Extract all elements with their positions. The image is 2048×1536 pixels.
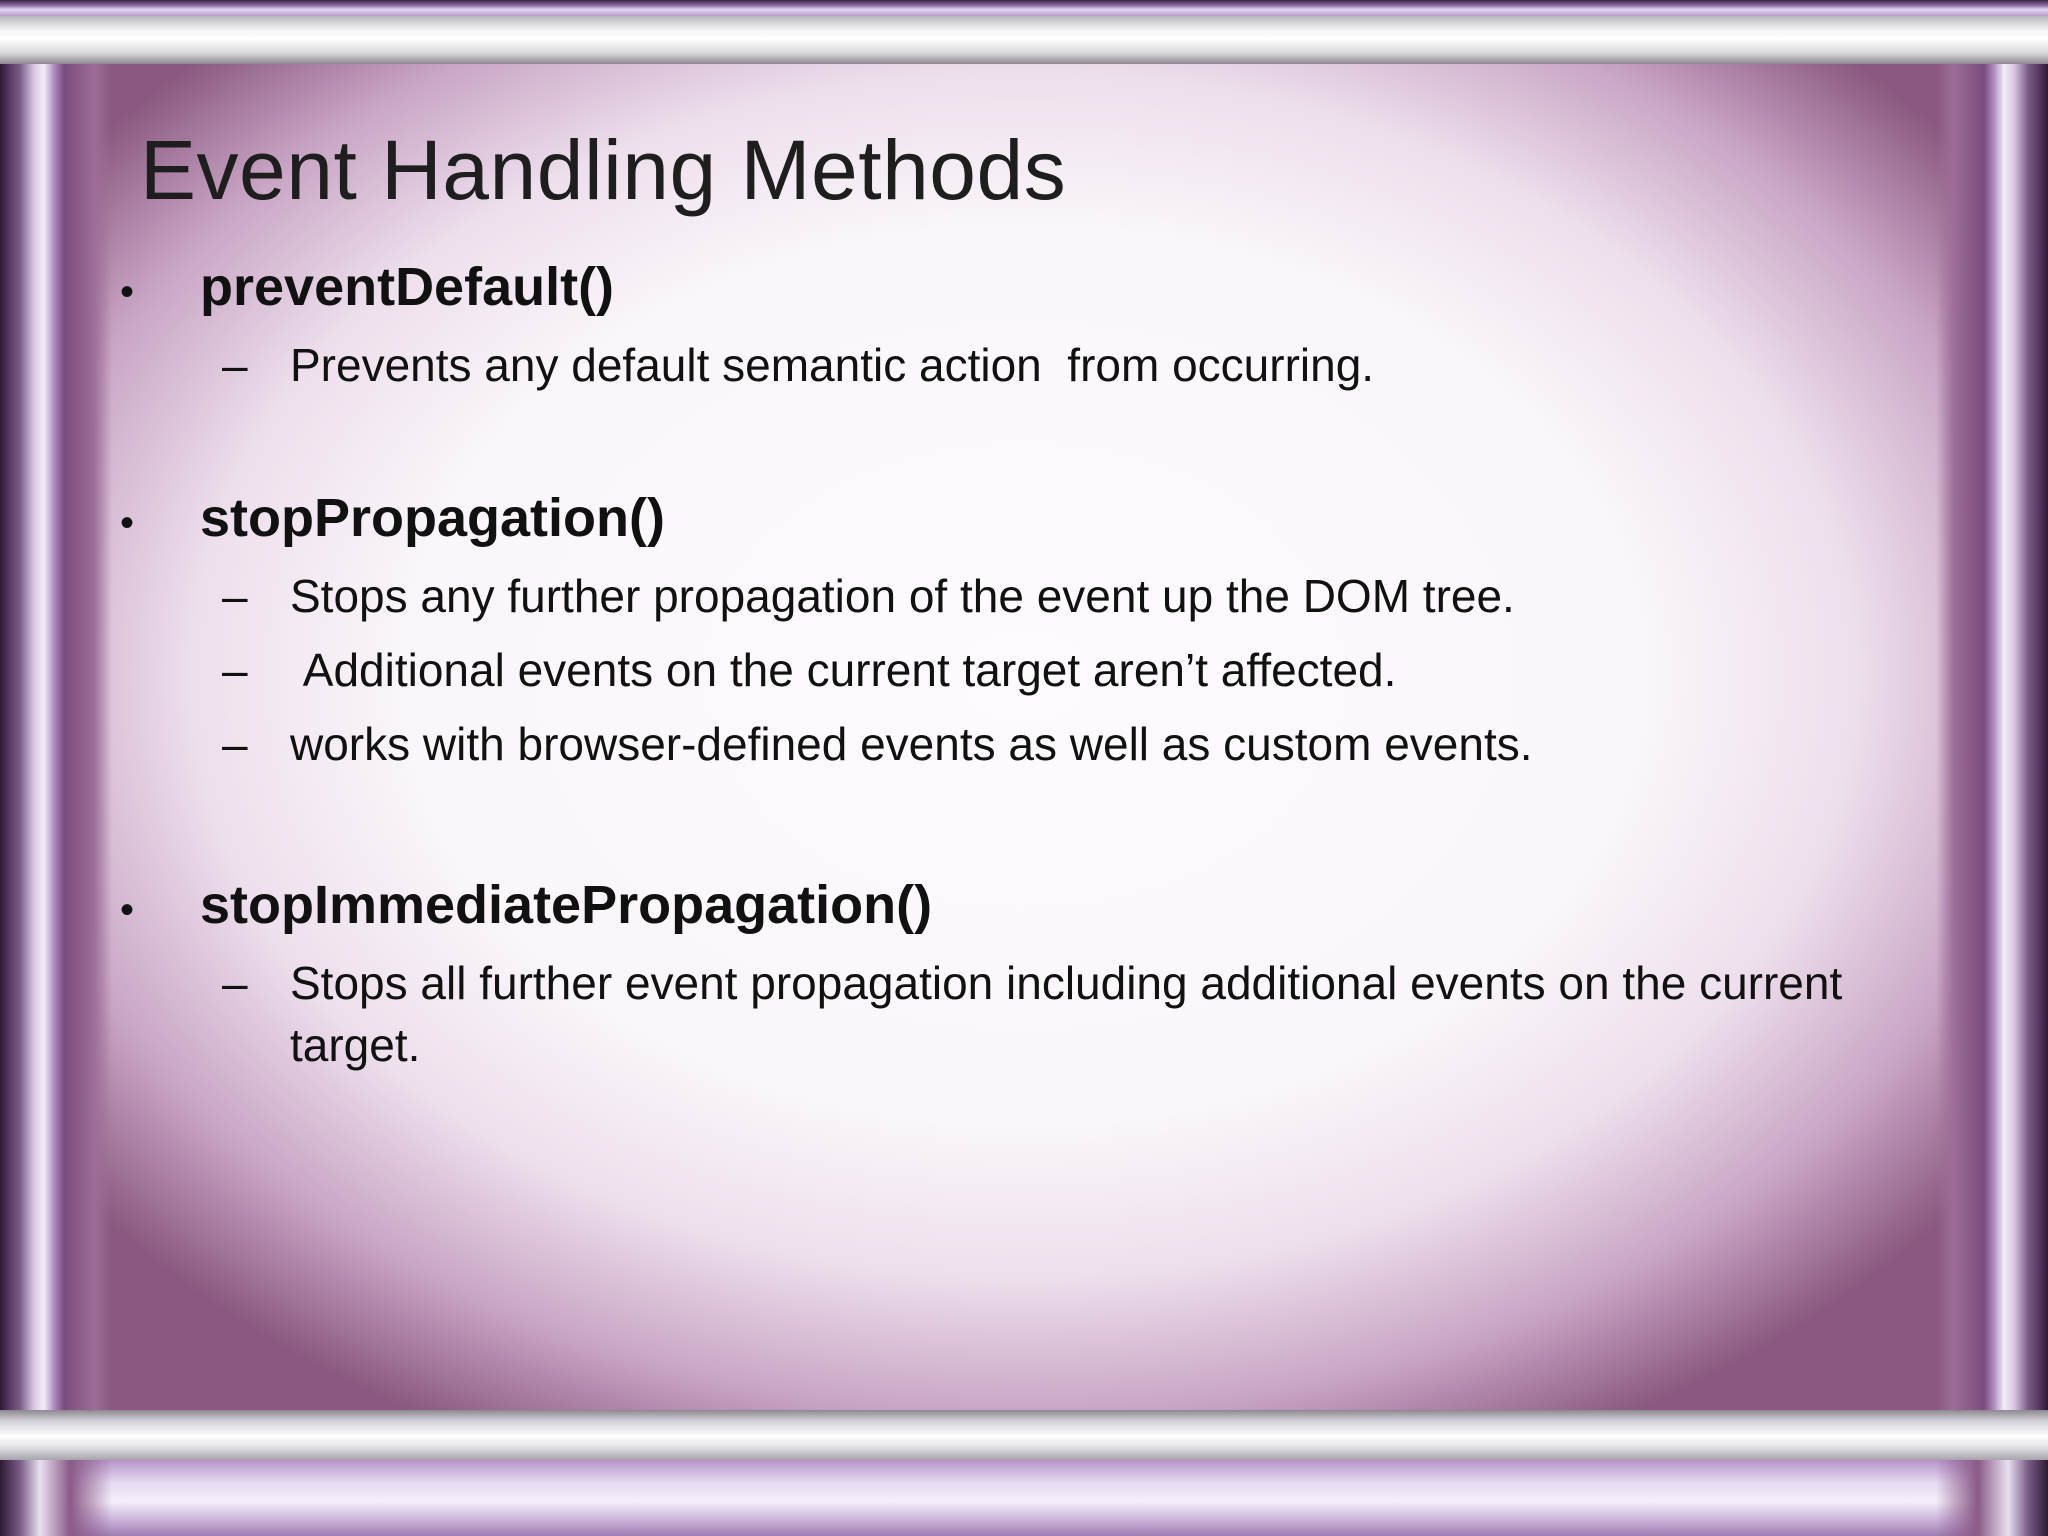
sub-bullet-item <box>222 639 1396 701</box>
right-frame-band <box>1936 0 2048 1536</box>
sub-bullet-marker: – <box>222 339 248 391</box>
sub-bullet-marker: – <box>222 957 248 1009</box>
top-chrome-bar <box>0 16 2048 64</box>
bullet-marker: • <box>120 888 135 932</box>
sub-bullet-item <box>222 952 1910 1076</box>
bullet-marker: • <box>120 501 135 545</box>
bullet-item <box>120 874 932 936</box>
bottom-frame-strip <box>0 1460 2048 1536</box>
slide-title: Event Handling Methods <box>140 123 1067 217</box>
bottom-chrome-bar <box>0 1410 2048 1460</box>
bullet-label: stopPropagation() <box>200 488 665 548</box>
sub-bullet-item <box>222 565 1515 627</box>
top-frame-strip <box>0 0 2048 16</box>
sub-bullet-text: Stops all further event propagation including additional events on the current target. <box>290 957 1856 1071</box>
sub-bullet-marker: – <box>222 570 248 622</box>
bullet-item <box>120 256 614 318</box>
sub-bullet-text: Stops any further propagation of the event up the DOM tree. <box>290 570 1515 622</box>
bullet-label: preventDefault() <box>200 257 615 317</box>
sub-bullet-marker: – <box>222 644 248 696</box>
bullet-marker: • <box>120 270 135 314</box>
sub-bullet-text: Prevents any default semantic action from occurring. <box>290 339 1375 391</box>
bullet-label: stopImmediatePropagation() <box>200 875 933 935</box>
bullet-item <box>120 487 665 549</box>
sub-bullet-item <box>222 334 1374 396</box>
sub-bullet-item <box>222 713 1533 775</box>
sub-bullet-text: Additional events on the current target aren’t affected. <box>290 644 1397 696</box>
left-frame-band <box>0 0 112 1536</box>
sub-bullet-text: works with browser-defined events as well as custom events. <box>290 718 1533 770</box>
sub-bullet-marker: – <box>222 718 248 770</box>
